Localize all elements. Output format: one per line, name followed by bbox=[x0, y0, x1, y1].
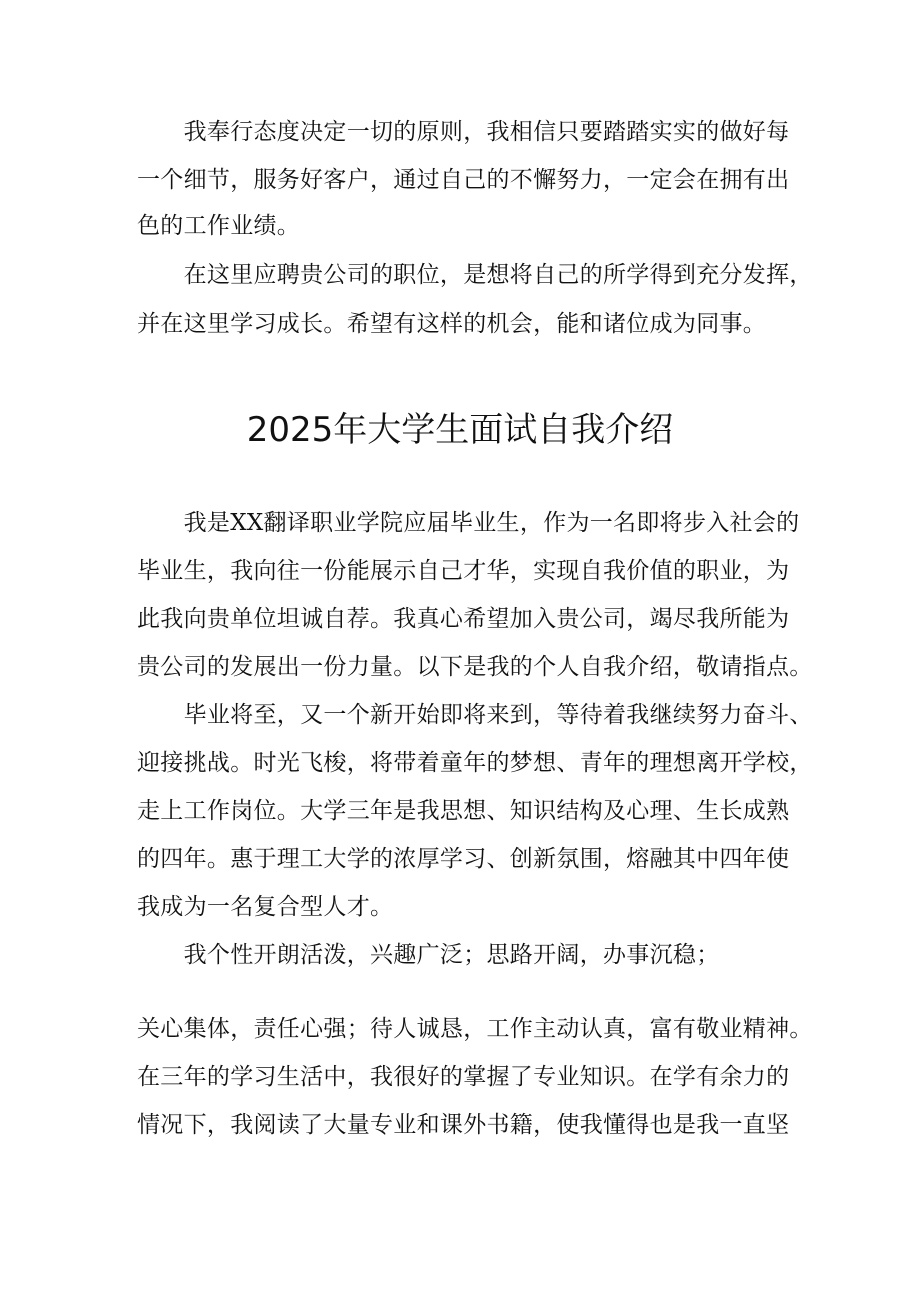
paragraph-line: 关心集体，责任心强；待人诚恳，工作主动认真，富有敬业精神。 bbox=[137, 1016, 813, 1042]
paragraph-line: 迎接挑战。时光飞梭，将带着童年的梦想、青年的理想离开学校， bbox=[137, 750, 813, 776]
paragraph-line: 在三年的学习生活中，我很好的掌握了专业知识。在学有余力的 bbox=[137, 1064, 790, 1090]
paragraph-line: 贵公司的发展出一份力量。以下是我的个人自我介绍，敬请指点。 bbox=[137, 654, 813, 680]
paragraph-line: 走上工作岗位。大学三年是我思想、知识结构及心理、生长成熟 bbox=[137, 798, 790, 824]
paragraph-line: 的四年。惠于理工大学的浓厚学习、创新氛围，熔融其中四年使 bbox=[137, 846, 790, 872]
paragraph-line: 我成为一名复合型人才。 bbox=[137, 894, 394, 920]
paragraph-line: 色的工作业绩。 bbox=[137, 213, 301, 239]
document-title: 2025年大学生面试自我介绍 bbox=[246, 410, 674, 450]
paragraph-line: 我奉行态度决定一切的原则，我相信只要踏踏实实的做好每 bbox=[137, 119, 790, 145]
paragraph-line: 一个细节，服务好客户，通过自己的不懈努力，一定会在拥有出 bbox=[137, 167, 790, 193]
paragraph-line: 并在这里学习成长。希望有这样的机会，能和诸位成为同事。 bbox=[137, 311, 767, 337]
paragraph-line: 情况下，我阅读了大量专业和课外书籍，使我懂得也是我一直坚 bbox=[137, 1112, 790, 1138]
paragraph-line: 我个性开朗活泼，兴趣广泛；思路开阔，办事沉稳； bbox=[137, 942, 720, 968]
paragraph-line: 毕业将至，又一个新开始即将来到，等待着我继续努力奋斗、 bbox=[137, 702, 813, 728]
paragraph-line: 在这里应聘贵公司的职位，是想将自己的所学得到充分发挥， bbox=[137, 262, 813, 288]
paragraph-line: 此我向贵单位坦诚自荐。我真心希望加入贵公司，竭尽我所能为 bbox=[137, 606, 790, 632]
paragraph-line: 毕业生，我向往一份能展示自己才华，实现自我价值的职业，为 bbox=[137, 558, 790, 584]
paragraph-line: 我是XX翻译职业学院应届毕业生，作为一名即将步入社会的 bbox=[137, 510, 800, 536]
